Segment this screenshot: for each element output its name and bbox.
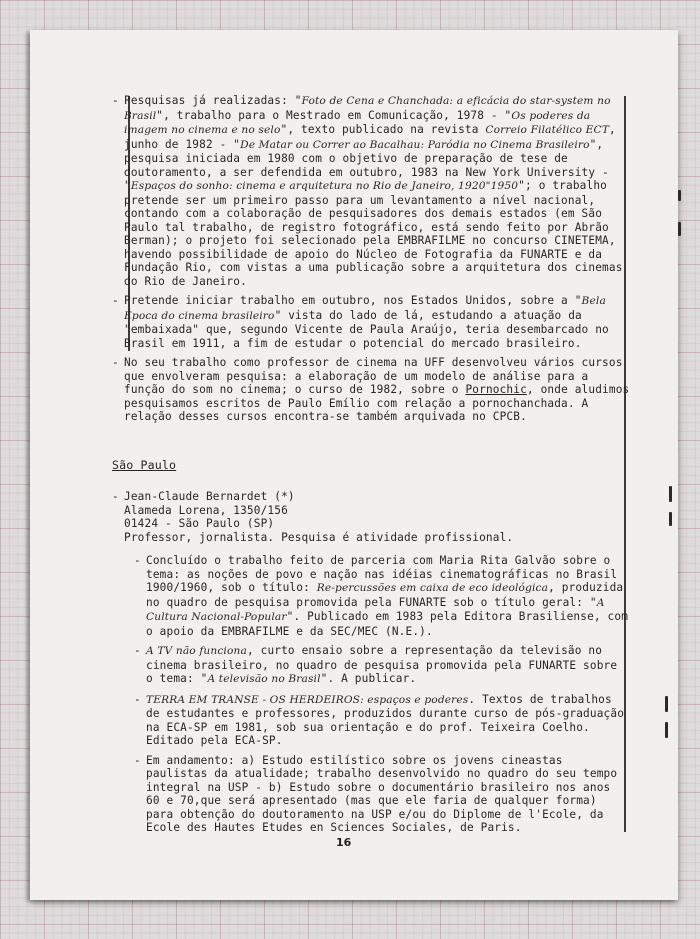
paragraph-text: Pretende iniciar trabalho em outubro, nos Estados Unidos, sobre a " xyxy=(124,294,582,307)
bullet-dash: - xyxy=(112,294,119,307)
page-number: 16 xyxy=(336,836,352,849)
paragraph-text: ". Publicado em 1983 pela Editora Brasiliense, com o apoio da EMBRAFILME e da SEC/MEC (N.E.). xyxy=(146,610,629,638)
margin-mark xyxy=(678,190,681,201)
researcher-entry xyxy=(112,490,630,544)
italic-title: A TV não funciona xyxy=(146,645,247,657)
italic-title: Espaços do sonho: cinema e arquitetura no Rio de Janeiro, 1920"1950 xyxy=(130,180,519,192)
researcher-works-list xyxy=(134,554,630,835)
paragraph-text: , produzida no quadro de pesquisa promovida pela FUNARTE sob o título geral: " xyxy=(146,581,624,609)
italic-title: Foto de Cena e Chanchada: a eficácia do star-system no Brasil xyxy=(124,95,611,122)
section-heading-sao-paulo: São Paulo xyxy=(112,457,177,472)
paragraph-text: , curto ensaio sobre a representação da televisão no cinema brasileiro, no quadro de pesquisa promovida pela FUNARTE sobre o tema: " xyxy=(146,644,618,685)
italic-title: TERRA EM TRANSE - OS HERDEIROS: espaços e poderes xyxy=(146,693,469,706)
work-item xyxy=(134,693,630,748)
italic-title: Bela Época do cinema brasileiro xyxy=(124,295,606,322)
paragraph-text: " vista do lado de lá, estudando a atuação da "embaixada" que, segundo Vicente de Paula Araújo, teria desembarcado no Brasil em 1911, a fim de estudar o potencial do mercado brasileiro. xyxy=(124,308,609,350)
bullet-dash: - xyxy=(134,753,141,767)
paragraph-text: Pornochic xyxy=(465,383,527,396)
margin-mark xyxy=(678,222,681,236)
paragraph-text: No seu trabalho como professor de cinema na UFF desenvolveu vários cursos que envolveram pesquisa: a elaboração de um modelo de análise para a função do som no cinema; o curso de 1982, sobre o xyxy=(124,356,623,396)
bullet-dash: - xyxy=(134,692,141,706)
bullet-dash: - xyxy=(112,356,119,369)
work-item xyxy=(134,644,630,687)
bullet-dash: - xyxy=(134,554,141,567)
researcher-occupation: Professor, jornalista. Pesquisa é atividade profissional. xyxy=(124,530,514,544)
paragraph-text: ", texto publicado na revista xyxy=(280,123,486,136)
bullet-dash: - xyxy=(112,94,119,107)
paragraph-text: ", pesquisa iniciada em 1980 com o objetivo de preparação de tese de doutoramento, a ser defendida em outubro, 1983 na New York University - " xyxy=(124,137,609,192)
work-item xyxy=(134,754,630,835)
research-item xyxy=(112,94,630,288)
paragraph-text: . Textos de trabalhos de estudantes e professores, produzidos durante curso de pós-graduação na ECA-SP em 1981, sob sua orientação e do prof. Teixeira Coelho. Editado pela ECA-SP. xyxy=(146,692,625,747)
margin-mark xyxy=(669,486,672,502)
paragraph-text: Em andamento: a) Estudo estilístico sobre os jovens cineastas paulistas da atualidade; trabalho desenvolvido no quadro do seu tempo integral na USP - b) Estudo sobre o documentário brasileiro nos anos 60 e 70,que será apresentado (mas que ele faria de qualquer forma) para obtenção do doutoramento na USP e/ou do Diplome de l'Ecole, da Ecole des Hautes Etudes en Sciences Sociales, de Paris. xyxy=(146,753,618,834)
margin-mark xyxy=(665,722,668,738)
bullet-dash: - xyxy=(112,490,119,503)
paragraph-text: ". A publicar. xyxy=(320,672,417,685)
italic-title: A televisão no Brasil xyxy=(207,673,321,685)
italic-title: Re-percussões em caixa de eco ideológica xyxy=(316,582,549,594)
document-page xyxy=(30,30,678,900)
research-item xyxy=(112,294,630,350)
paragraph-text: , onde aludimos pesquisamos escritos de Paulo Emílio com relação a pornochanchada. A relação desses cursos encontra-se também arquivada no CPCB. xyxy=(124,383,630,423)
research-item xyxy=(112,356,630,424)
italic-title: Correio Filatélico ECT xyxy=(485,124,610,136)
margin-mark xyxy=(665,696,668,712)
page-content xyxy=(112,94,630,841)
researcher-name: Jean-Claude Bernardet (*) xyxy=(124,490,295,503)
paragraph-text: , junho de 1982 - " xyxy=(124,123,616,151)
research-list xyxy=(112,94,630,424)
paragraph-text: ", trabalho para o Mestrado em Comunicação, 1978 - " xyxy=(156,108,512,122)
paragraph-text: "; o trabalho pretende ser um primeiro passo para um levantamento a nível nacional, contando com a colaboração de pesquisadores dos demais estados (em São Paulo tal trabalho, de registro fotográfico, está sendo feito por Abrão Berman); o projeto foi selecionado pela EMBRAFILME no concurso CINETEMA, havendo possibilidade de apoio do Núcleo de Fotografia da FUNARTE e da Fundação Rio, com vistas a uma publicação sobre a arquitetura dos cinemas do Rio de Janeiro. xyxy=(124,179,623,288)
italic-title: A Cultura Nacional-Popular xyxy=(146,596,605,623)
paragraph-text: Concluído o trabalho feito de parceria com Maria Rita Galvão sobre o tema: as noções de povo e nação nas idéias cinematográficas no Brasil 1900/1960, sob o título: xyxy=(146,554,618,594)
bullet-dash: - xyxy=(134,644,141,657)
italic-title: De Matar ou Correr ao Bacalhau: Paródia no Cinema Brasileiro xyxy=(240,138,590,151)
margin-mark xyxy=(669,512,672,526)
paragraph-text: Pesquisas já realizadas: " xyxy=(124,94,302,107)
work-item xyxy=(134,554,630,638)
italic-title: Os poderes da imagem no cinema e no selo xyxy=(124,109,591,136)
researcher-street: Alameda Lorena, 1350/156 xyxy=(124,503,288,517)
researcher-city: 01424 - São Paulo (SP) xyxy=(124,517,275,530)
